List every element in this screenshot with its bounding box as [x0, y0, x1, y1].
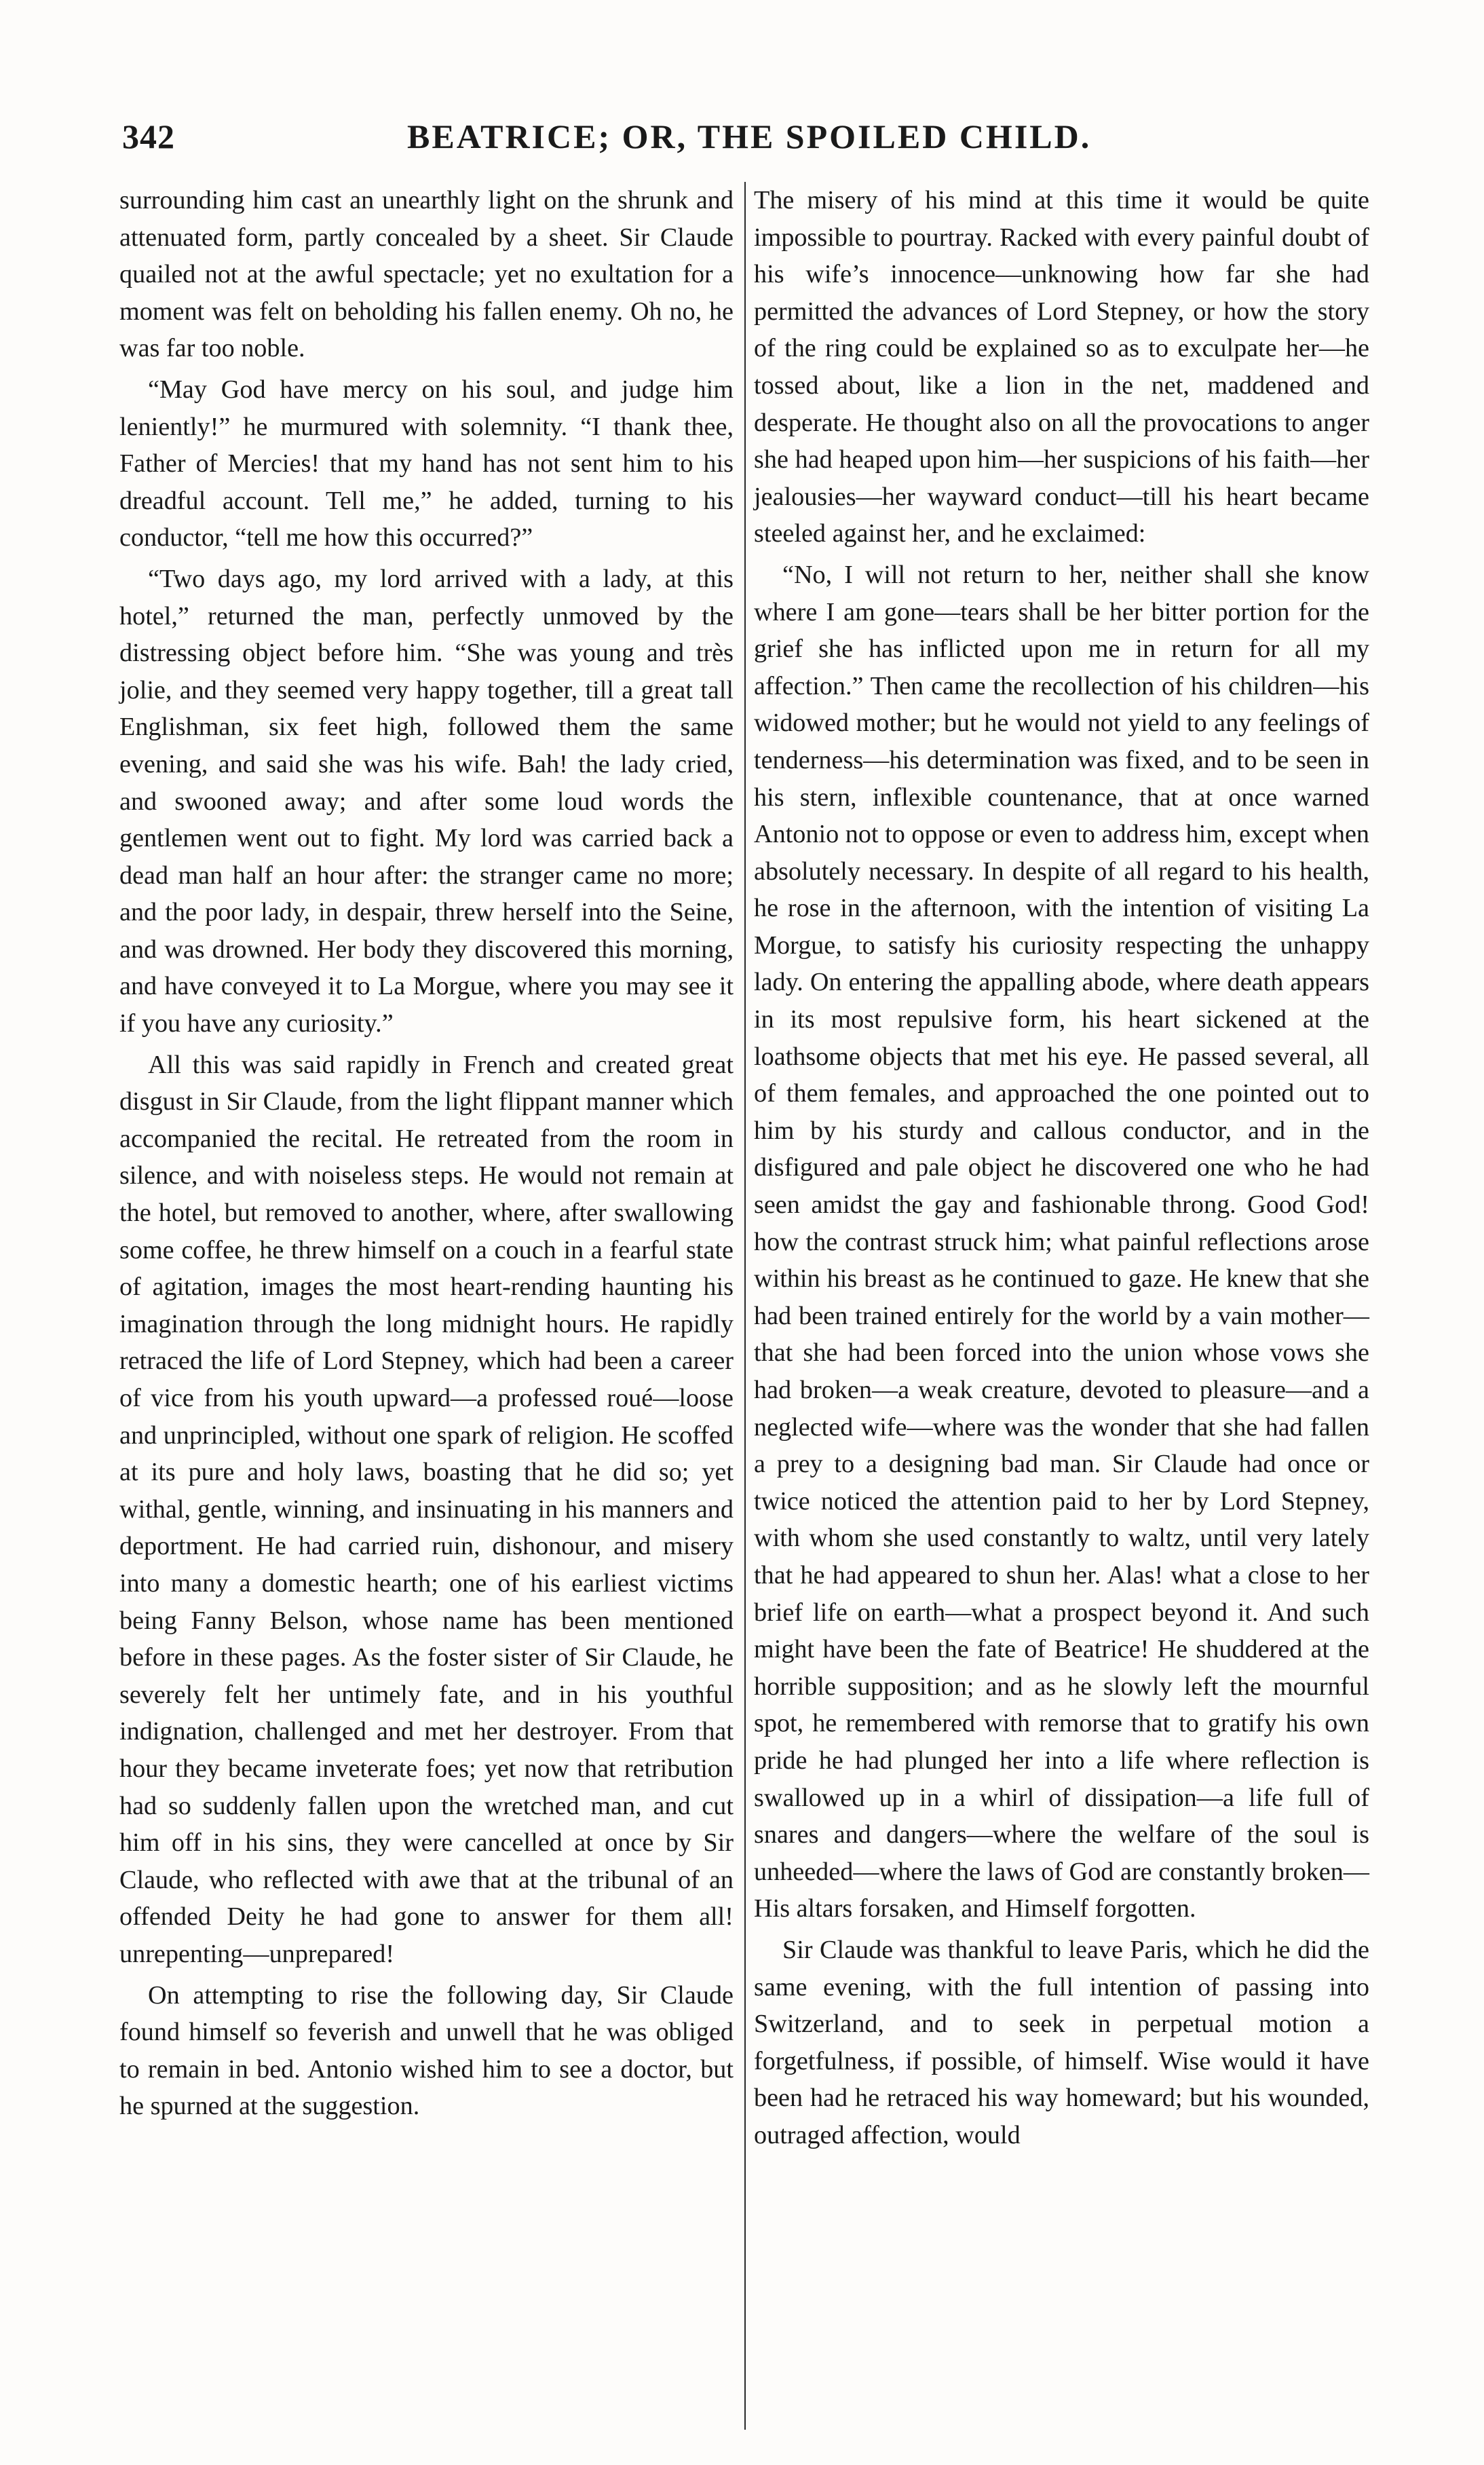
paragraph: “Two days ago, my lord arrived with a lady, at this hotel,” returned the man, perfectly unmoved by the distressing object before him. “She was young and très jolie, and they seemed very happy together, till a great tall Englishman, six feet high, followed them the same evening, and said she was his wife. Bah! the lady cried, and swooned away; and after some loud words the gentlemen went out to fight. My lord was carried back a dead man half an hour after: the stranger came no more; and the poor lady, in despair, threw herself into the Seine, and was drowned. Her body they discovered this morning, and have conveyed it to La Morgue, where you may see it if you have any curiosity.”	[119, 564, 734, 1038]
paragraph: All this was said rapidly in French and created great disgust in Sir Claude, from the light flippant manner which accompanied the recital. He retreated from the room in silence, and with noiseless steps. He would not remain at the hotel, but removed to another, where, after swallowing some coffee, he threw himself on a couch in a fearful state of agitation, images the most heart-rending haunting his imagination through the long midnight hours. He rapidly retraced the life of Lord Stepney, which had been a career of vice from his youth upward—a professed roué—loose and unprincipled, without one spark of religion. He scoffed at its pure and holy laws, boasting that he did so; yet withal, gentle, winning, and insinuating in his manners and deportment. He had carried ruin, dishonour, and misery into many a domestic hearth; one of his earliest victims being Fanny Belson, whose name has been mentioned before in these pages. As the foster sister of Sir Claude, he severely felt her untimely fate, and in his youthful indignation, challenged and met her destroyer. From that hour they became inveterate foes; yet now that retribution had so suddenly fallen upon the wretched man, and cut him off in his sins, they were cancelled at once by Sir Claude, who reflected with awe that at the tribunal of an offended Deity he had gone to answer for them all! unrepenting—unprepared!	[119, 1050, 734, 1968]
paragraph: The misery of his mind at this time it would be quite impossible to pourtray. Racked with every painful doubt of his wife’s innocence—unknowing how far she had permitted the advances of Lord Stepney, or how the story of the ring could be explained so as to exculpate her—he tossed about, like a lion in the net, maddened and desperate. He thought also on all the provocations to anger she had heaped upon him—her suspicions of his faith—her jealousies—her wayward conduct—till his heart became steeled against her, and he exclaimed:	[754, 186, 1369, 548]
right-column	[754, 182, 1369, 2435]
paragraph: Sir Claude was thankful to leave Paris, which he did the same evening, with the full intention of passing into Switzerland, and to seek in perpetual motion a forgetfulness, if possible, of himself. Wise would it have been had he retraced his way homeward; but his wounded, outraged affection, would	[754, 1935, 1369, 2149]
running-title: BEATRICE; OR, THE SPOILED CHILD.	[407, 117, 1092, 155]
column-divider	[744, 182, 746, 2430]
page-header	[122, 117, 1364, 171]
left-column	[119, 182, 734, 2435]
page-number: 342	[122, 117, 175, 155]
paragraph: surrounding him cast an unearthly light on the shrunk and attenuated form, partly concealed by a sheet. Sir Claude quailed not at the awful spectacle; yet no exultation for a moment was felt on beholding his fallen enemy. Oh no, he was far too noble.	[119, 186, 734, 363]
paragraph: On attempting to rise the following day, Sir Claude found himself so feverish and unwell that he was obliged to remain in bed. Antonio wished him to see a doctor, but he spurned at the suggestion.	[119, 1980, 734, 2121]
paragraph: “May God have mercy on his soul, and judge him leniently!” he murmured with solemnity. “I thank thee, Father of Mercies! that my hand has not sent him to his dreadful account. Tell me,” he added, turning to his conductor, “tell me how this occurred?”	[119, 375, 734, 552]
paragraph: “No, I will not return to her, neither shall she know where I am gone—tears shall be her bitter portion for the grief she has inflicted upon me in return for all my affection.” Then came the recollection of his children—his widowed mother; but he would not yield to any feelings of tenderness—his determination was fixed, and to be seen in his stern, inflexible countenance, that at once warned Antonio not to oppose or even to address him, except when absolutely necessary. In despite of all regard to his health, he rose in the afternoon, with the intention of visiting La Morgue, to satisfy his curiosity respecting the unhappy lady. On entering the appalling abode, where death appears in its most repulsive form, his heart sickened at the loathsome objects that met his eye. He passed several, all of them females, and approached the one pointed out to him by his sturdy and callous conductor, and in the disfigured and pale object he discovered one who he had seen amidst the gay and fashionable throng. Good God! how the contrast struck him; what painful reflections arose within his breast as he continued to gaze. He knew that she had been trained entirely for the world by a vain mother—that she had been forced into the union whose vows she had broken—a weak creature, devoted to pleasure—and a neglected wife—where was the wonder that she had fallen a prey to a designing bad man. Sir Claude had once or twice noticed the attention paid to her by Lord Stepney, with whom she used constantly to waltz, until very lately that he had appeared to shun her. Alas! what a close to her brief life on earth—what a prospect beyond it. And such might have been the fate of Beatrice! He shuddered at the horrible supposition; and as he slowly left the mournful spot, he remembered with remorse that to gratify his own pride he had plunged her into a life where reflection is swallowed up in a whirl of dissipation—a life full of snares and dangers—where the welfare of the soul is unheeded—where the laws of God are constantly broken—His altars forsaken, and Himself forgotten.	[754, 560, 1369, 1923]
